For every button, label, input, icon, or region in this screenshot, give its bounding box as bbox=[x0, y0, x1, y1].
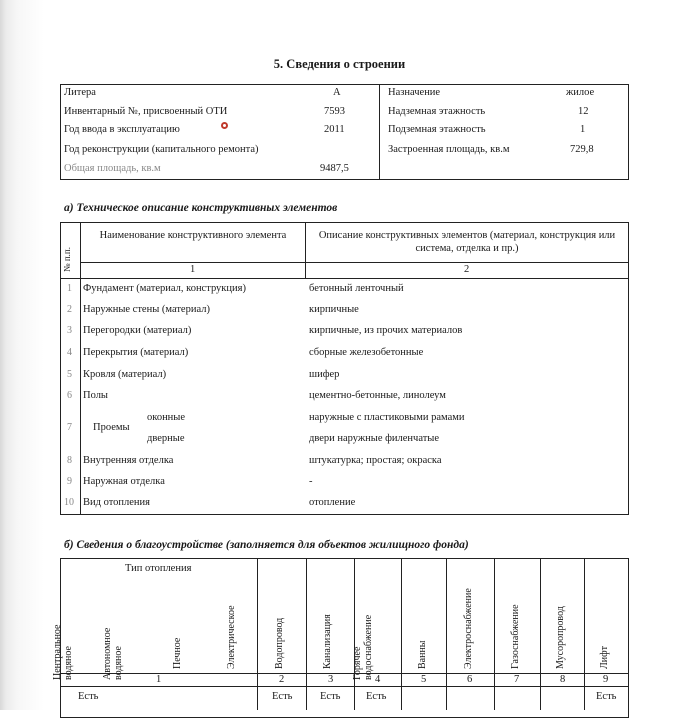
info-label-reconstruction: Год реконструкции (капитального ремонта) bbox=[64, 144, 259, 155]
col-number: 7 bbox=[514, 674, 520, 685]
row-number: 5 bbox=[67, 369, 72, 380]
row-desc: шифер bbox=[309, 369, 340, 380]
col-index-1: 1 bbox=[190, 264, 196, 275]
row-number: 6 bbox=[67, 390, 72, 401]
value-hot-water: Есть bbox=[366, 691, 387, 702]
row-desc-doors: двери наружные филенчатые bbox=[309, 433, 440, 444]
col-divider bbox=[494, 558, 495, 710]
info-value-floors-above: 12 bbox=[578, 106, 589, 117]
row-desc: кирпичные, из прочих материалов bbox=[309, 325, 463, 336]
col-elevator: Лифт bbox=[599, 646, 610, 669]
info-label-purpose: Назначение bbox=[388, 87, 441, 98]
col-divider bbox=[257, 558, 258, 710]
row-desc: штукатурка; простая; окраска bbox=[309, 455, 442, 466]
amenities-number-line bbox=[60, 686, 628, 687]
row-name: Внутренняя отделка bbox=[83, 455, 174, 466]
heating-group-label: Тип отопления bbox=[125, 563, 192, 574]
col-number: 3 bbox=[328, 674, 334, 685]
value-sewerage: Есть bbox=[320, 691, 341, 702]
info-label-year-built: Год ввода в эксплуатацию bbox=[64, 124, 180, 135]
row-desc: сборные железобетонные bbox=[309, 347, 424, 358]
value-elevator: Есть bbox=[596, 691, 617, 702]
col-divider bbox=[401, 558, 402, 710]
col-hot-water: Горячее водоснабжение bbox=[352, 614, 374, 680]
info-value-inventory: 7593 bbox=[324, 106, 345, 117]
section-a-heading: а) Техническое описание конструктивных элементов bbox=[64, 202, 338, 214]
info-divider bbox=[379, 84, 380, 179]
info-value-liter: А bbox=[333, 87, 341, 98]
col-divider bbox=[446, 558, 447, 710]
info-label-floors-below: Подземная этажность bbox=[388, 124, 486, 135]
scan-edge-shadow bbox=[0, 0, 44, 710]
row-name: Наружная отделка bbox=[83, 476, 165, 487]
info-label-built-area: Застроенная площадь, кв.м bbox=[388, 144, 510, 155]
row-number: 10 bbox=[64, 497, 74, 508]
row-name: Перегородки (материал) bbox=[83, 325, 192, 336]
row-number: 1 bbox=[67, 283, 72, 294]
row-number: 9 bbox=[67, 476, 72, 487]
info-value-floors-below: 1 bbox=[580, 124, 586, 135]
row-name: Вид отопления bbox=[83, 497, 150, 508]
row-name: Наружные стены (материал) bbox=[83, 304, 210, 315]
row-name: Полы bbox=[83, 390, 108, 401]
row-desc: кирпичные bbox=[309, 304, 359, 315]
col-number: 1 bbox=[156, 674, 162, 685]
info-value-total-area: 9487,5 bbox=[320, 163, 349, 174]
col-gas: Газоснабжение bbox=[510, 604, 521, 669]
col-desc-header: Описание конструктивных элементов (материал, конструкция или система, отделка и пр.) bbox=[318, 230, 616, 254]
col-electricity: Электроснабжение bbox=[463, 588, 474, 669]
row-subname-doors: дверные bbox=[147, 433, 185, 444]
info-label-inventory: Инвентарный №, присвоенный ОТИ bbox=[64, 106, 228, 117]
col-number: 6 bbox=[467, 674, 473, 685]
header-divider bbox=[80, 262, 628, 263]
info-label-total-area: Общая площадь, кв.м bbox=[64, 163, 161, 174]
info-label-liter: Литера bbox=[64, 87, 96, 98]
col-number: 2 bbox=[279, 674, 285, 685]
col-divider-header bbox=[305, 222, 306, 278]
row-desc-windows: наружные с пластиковыми рамами bbox=[309, 412, 465, 423]
row-number: 2 bbox=[67, 304, 72, 315]
row-number: 3 bbox=[67, 325, 72, 336]
col-number: 4 bbox=[375, 674, 381, 685]
section-b-heading: б) Сведения о благоустройстве (заполняется для объектов жилищного фонда) bbox=[64, 539, 469, 551]
row-name: Перекрытия (материал) bbox=[83, 347, 189, 358]
col-stove-heating: Печное bbox=[172, 637, 183, 669]
col-divider bbox=[306, 558, 307, 710]
col-garbage-chute: Мусоропровод bbox=[555, 606, 566, 669]
row-name: Кровля (материал) bbox=[83, 369, 167, 380]
row-number: 8 bbox=[67, 455, 72, 466]
row-name: Проемы bbox=[93, 422, 130, 433]
col-number: 5 bbox=[421, 674, 427, 685]
col-sewerage: Канализация bbox=[322, 614, 333, 669]
col-water-supply: Водопровод bbox=[274, 617, 285, 669]
col-autonomous-heating: Автономное водяное bbox=[102, 627, 124, 680]
row-desc: цементно-бетонные, линолеум bbox=[309, 390, 446, 401]
col-central-heating: Центральное водяное bbox=[52, 624, 74, 680]
value-water-supply: Есть bbox=[272, 691, 293, 702]
col-number: 9 bbox=[603, 674, 609, 685]
amenities-header-line bbox=[60, 673, 628, 674]
col-number: 8 bbox=[560, 674, 566, 685]
col-electric-heating: Электрическое bbox=[226, 605, 237, 669]
row-desc: отопление bbox=[309, 497, 356, 508]
info-label-floors-above: Надземная этажность bbox=[388, 106, 486, 117]
info-value-built-area: 729,8 bbox=[570, 144, 594, 155]
col-num-header: № п.п. bbox=[62, 247, 72, 272]
row-subname-windows: оконные bbox=[147, 412, 186, 423]
row-name: Фундамент (материал, конструкция) bbox=[83, 283, 246, 294]
red-pen-mark-icon bbox=[221, 122, 228, 129]
col-baths: Ванны bbox=[417, 640, 428, 669]
amenities-table bbox=[60, 558, 629, 718]
row-desc: бетонный ленточный bbox=[309, 283, 404, 294]
page-title: 5. Сведения о строении bbox=[273, 57, 406, 71]
info-value-year-built: 2011 bbox=[324, 124, 345, 135]
row-number: 4 bbox=[67, 347, 72, 358]
col-name-header: Наименование конструктивного элемента bbox=[99, 230, 287, 241]
value-central-heating: Есть bbox=[78, 691, 99, 702]
col-divider bbox=[540, 558, 541, 710]
col-index-2: 2 bbox=[464, 264, 470, 275]
header-bottom-line bbox=[60, 278, 628, 279]
row-number: 7 bbox=[67, 422, 72, 433]
row-desc: - bbox=[309, 476, 313, 487]
col-divider-num bbox=[80, 222, 81, 514]
col-divider bbox=[584, 558, 585, 710]
info-value-purpose: жилое bbox=[566, 87, 595, 98]
